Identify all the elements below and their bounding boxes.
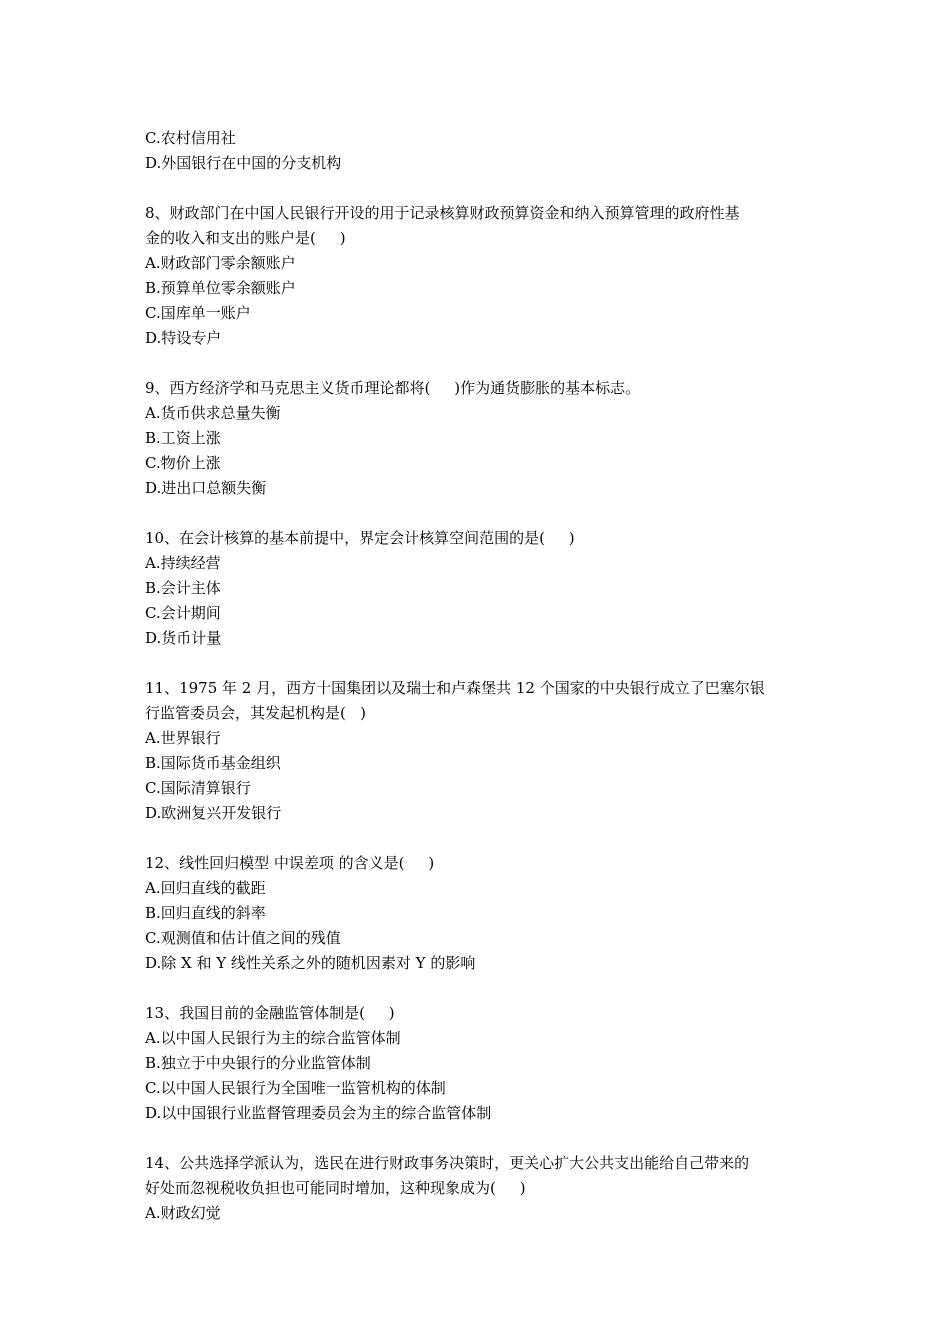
question-stem: 好处而忽视税收负担也可能同时增加，这种现象成为( ) (145, 1179, 526, 1197)
option: C.物价上涨 (145, 454, 221, 472)
option: B.独立于中央银行的分业监管体制 (145, 1054, 371, 1072)
option: A.货币供求总量失衡 (145, 404, 281, 422)
option: C.国库单一账户 (145, 304, 251, 322)
option: D.进出口总额失衡 (145, 479, 267, 497)
option: C.国际清算银行 (145, 779, 251, 797)
question-12 (145, 851, 815, 976)
question-stem: 行监管委员会，其发起机构是( ) (145, 704, 367, 722)
option: D.除 X 和 Y 线性关系之外的随机因素对 Y 的影响 (145, 954, 476, 972)
option: C.农村信用社 (145, 129, 236, 147)
option: C.以中国人民银行为全国唯一监管机构的体制 (145, 1079, 446, 1097)
option: D.特设专户 (145, 329, 222, 347)
option: D.以中国银行业监督管理委员会为主的综合监管体制 (145, 1104, 492, 1122)
spacer (145, 651, 815, 676)
question-8 (145, 201, 815, 351)
option: A.持续经营 (145, 554, 221, 572)
question-stem: 11、1975 年 2 月，西方十国集团以及瑞士和卢森堡共 12 个国家的中央银行成立了巴塞尔银 (145, 679, 765, 697)
question-stem: 8、财政部门在中国人民银行开设的用于记录核算财政预算资金和纳入预算管理的政府性基 (145, 204, 740, 222)
question-10 (145, 526, 815, 651)
option: C.会计期间 (145, 604, 221, 622)
spacer (145, 176, 815, 201)
option: B.国际货币基金组织 (145, 754, 281, 772)
option: A.财政部门零余额账户 (145, 254, 296, 272)
question-13 (145, 1001, 815, 1126)
option: A.回归直线的截距 (145, 879, 266, 897)
question-stem: 13、我国目前的金融监管体制是( ) (145, 1004, 395, 1022)
document-page (145, 126, 815, 1226)
option: B.回归直线的斜率 (145, 904, 266, 922)
spacer (145, 501, 815, 526)
option: D.欧洲复兴开发银行 (145, 804, 282, 822)
spacer (145, 976, 815, 1001)
spacer (145, 1126, 815, 1151)
option: A.财政幻觉 (145, 1204, 221, 1222)
question-stem: 12、线性回归模型 中误差项 的含义是( ) (145, 854, 435, 872)
question-9 (145, 376, 815, 501)
spacer (145, 826, 815, 851)
option: D.外国银行在中国的分支机构 (145, 154, 342, 172)
option: C.观测值和估计值之间的残值 (145, 929, 341, 947)
option: B.预算单位零余额账户 (145, 279, 296, 297)
question-14 (145, 1151, 815, 1226)
option: A.以中国人民银行为主的综合监管体制 (145, 1029, 401, 1047)
question-stem: 9、西方经济学和马克思主义货币理论都将( )作为通货膨胀的基本标志。 (145, 379, 641, 397)
continued-options (145, 126, 815, 176)
question-11 (145, 676, 815, 826)
option: D.货币计量 (145, 629, 222, 647)
option: B.会计主体 (145, 579, 221, 597)
option: A.世界银行 (145, 729, 221, 747)
option: B.工资上涨 (145, 429, 221, 447)
question-stem: 14、公共选择学派认为，选民在进行财政事务决策时，更关心扩大公共支出能给自己带来的 (145, 1154, 750, 1172)
spacer (145, 351, 815, 376)
question-stem: 金的收入和支出的账户是( ) (145, 229, 346, 247)
question-stem: 10、在会计核算的基本前提中，界定会计核算空间范围的是( ) (145, 529, 575, 547)
